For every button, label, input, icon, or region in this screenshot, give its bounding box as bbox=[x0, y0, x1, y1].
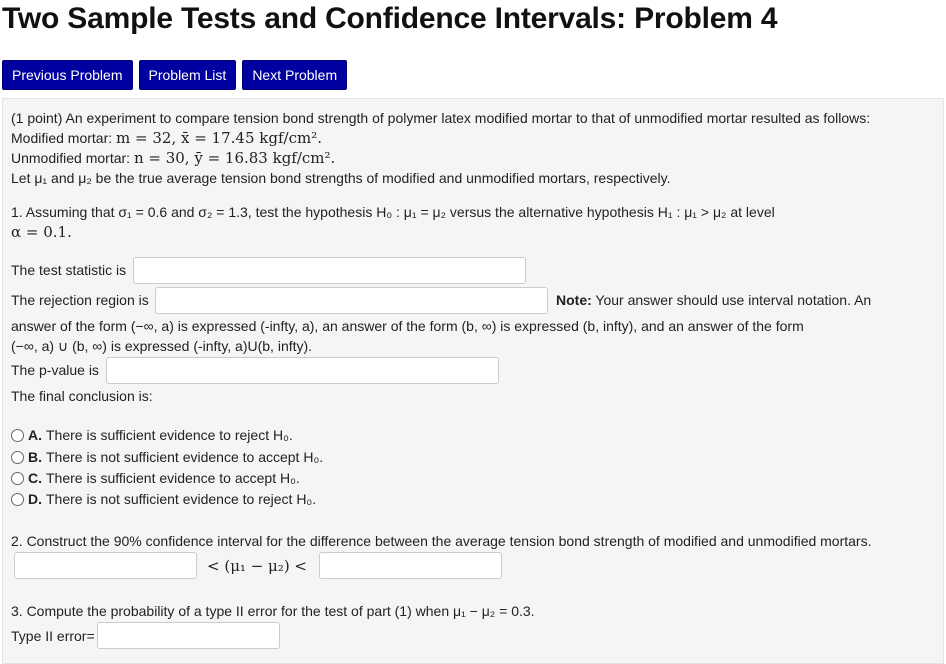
unmodified-stats: n = 30, ȳ = 16.83 kgf/cm². bbox=[133, 149, 336, 167]
note-label: Note: bbox=[556, 292, 592, 308]
note-text: Your answer should use interval notation. An bbox=[591, 292, 872, 308]
option-c[interactable]: C. There is sufficient evidence to accept H₀. bbox=[11, 470, 300, 486]
ci-middle-expression: < (μ₁ − μ₂) < bbox=[207, 557, 308, 575]
next-problem-button[interactable]: Next Problem bbox=[242, 60, 347, 90]
pvalue-label: The p-value is bbox=[11, 362, 99, 378]
previous-problem-button[interactable]: Previous Problem bbox=[2, 60, 133, 90]
unmodified-line bbox=[11, 149, 335, 167]
part3-question: 3. Compute the probability of a type II error for the test of part (1) when μ₁ − μ₂ = 0.3. bbox=[11, 603, 535, 619]
part1-level: α = 0.1. bbox=[11, 223, 72, 241]
option-a[interactable]: A. There is sufficient evidence to reject H₀. bbox=[11, 427, 293, 443]
unmodified-label: Unmodified mortar: bbox=[11, 150, 131, 166]
note-line-3: (−∞, a) ∪ (b, ∞) is expressed (-infty, a)U(b, infty). bbox=[11, 338, 313, 354]
radio-button[interactable] bbox=[11, 429, 24, 442]
modified-line bbox=[11, 129, 322, 147]
conclusion-label: The final conclusion is: bbox=[11, 388, 153, 404]
problem-box bbox=[2, 98, 944, 664]
type2-error-label: Type II error= bbox=[11, 628, 95, 644]
rejection-region-label: The rejection region is bbox=[11, 292, 149, 308]
pvalue-input[interactable] bbox=[106, 357, 499, 384]
test-statistic-label: The test statistic is bbox=[11, 262, 127, 278]
problem-navigation bbox=[2, 60, 347, 90]
problem-list-button[interactable]: Problem List bbox=[139, 60, 237, 90]
radio-button[interactable] bbox=[11, 451, 24, 464]
radio-button[interactable] bbox=[11, 493, 24, 506]
radio-button[interactable] bbox=[11, 472, 24, 485]
page-title: Two Sample Tests and Confidence Intervals: Problem 4 bbox=[2, 2, 778, 35]
type2-error-input[interactable] bbox=[97, 622, 280, 649]
ci-lower-input[interactable] bbox=[14, 552, 197, 579]
modified-stats: m = 32, x̄ = 17.45 kgf/cm². bbox=[116, 129, 322, 147]
option-d[interactable]: D. There is not sufficient evidence to reject H₀. bbox=[11, 491, 316, 507]
problem-intro: (1 point) An experiment to compare tension bond strength of polymer latex modified mortar to that of unmodified mortar resulted as follows: bbox=[11, 110, 871, 126]
let-statement: Let μ₁ and μ₂ be the true average tension bond strengths of modified and unmodified mortars, respectively. bbox=[11, 170, 671, 186]
modified-label: Modified mortar: bbox=[11, 130, 113, 146]
rejection-region-input[interactable] bbox=[155, 287, 548, 314]
ci-upper-input[interactable] bbox=[319, 552, 502, 579]
interval-note bbox=[556, 291, 871, 309]
option-b[interactable]: B. There is not sufficient evidence to accept H₀. bbox=[11, 449, 323, 465]
part2-question: 2. Construct the 90% confidence interval for the difference between the average tension bond strength of modified and unmodified mortars. bbox=[11, 533, 872, 549]
test-statistic-input[interactable] bbox=[133, 257, 526, 284]
part1-question: 1. Assuming that σ₁ = 0.6 and σ₂ = 1.3, test the hypothesis H₀ : μ₁ = μ₂ versus the alternative hypothesis H₁ : μ₁ > μ₂ at level bbox=[11, 204, 775, 220]
note-line-2: answer of the form (−∞, a) is expressed (-infty, a), an answer of the form (b, ∞) is expressed (b, infty), and an answer of the form bbox=[11, 318, 804, 334]
